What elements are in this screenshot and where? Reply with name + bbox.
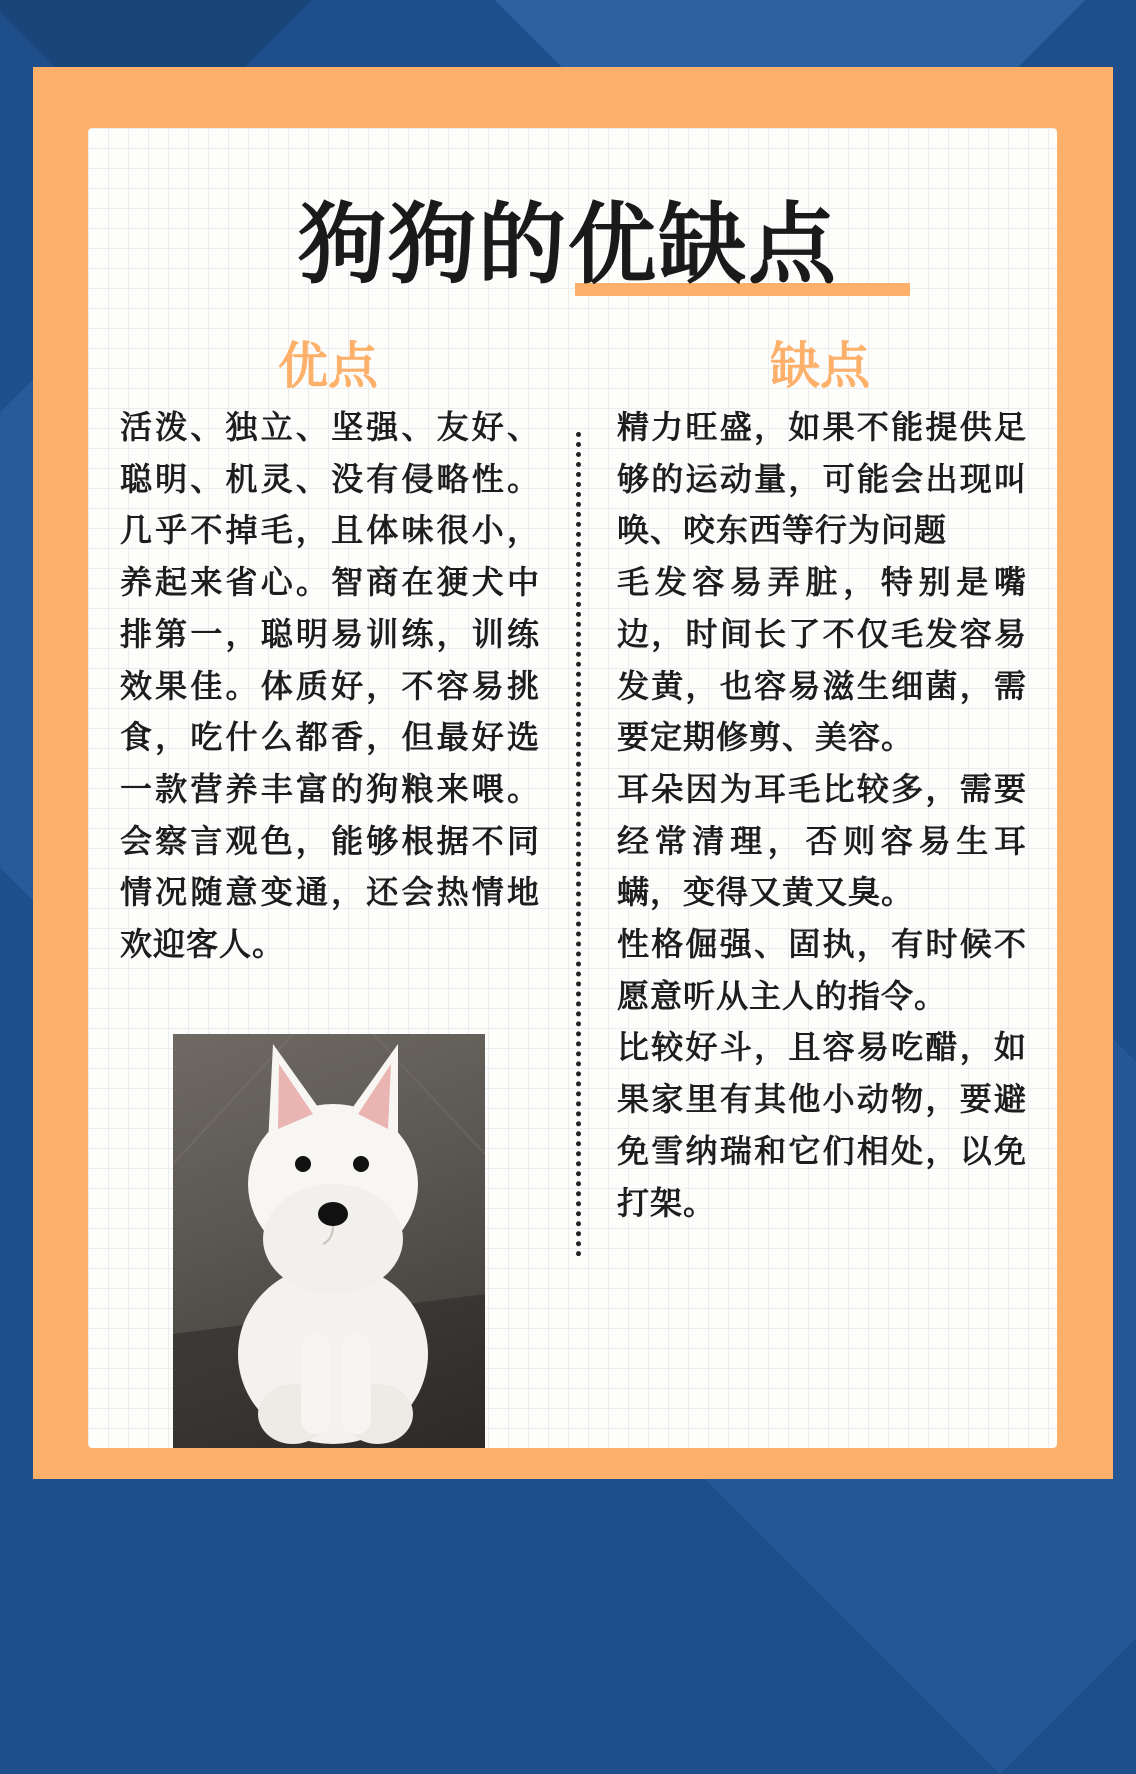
cons-heading: 缺点 [770, 337, 870, 395]
cons-item: 耳朵因为耳毛比较多，需要经常清理，否则容易生耳螨，变得又黄又臭。 [617, 769, 1027, 912]
dog-photo [173, 1034, 485, 1448]
cons-list [617, 402, 1027, 1229]
dog-illustration [173, 1034, 485, 1448]
pros-heading: 优点 [278, 337, 378, 395]
page-title: 狗狗的优缺点 [297, 193, 838, 296]
cons-item: 精力旺盛，如果不能提供足够的运动量，可能会出现叫唤、咬东西等行为问题 [617, 408, 1027, 550]
cons-item: 比较好斗，且容易吃醋，如果家里有其他小动物，要避免雪纳瑞和它们相处，以免打架。 [617, 1028, 1027, 1222]
cons-item: 性格倔强、固执，有时候不愿意听从主人的指令。 [617, 925, 1027, 1015]
dotted-divider [576, 432, 581, 1257]
pros-text: 活泼、独立、坚强、友好、聪明、机灵、没有侵略性。几乎不掉毛，且体味很小，养起来省心。智商在㹴犬中排第一，聪明易训练，训练效果佳。体质好，不容易挑食，吃什么都香，但最好选一款营养丰富的狗粮来喂。会察言观色，能够根据不同情况随意变通，还会热情地欢迎客人。 [120, 408, 540, 964]
cons-item: 毛发容易弄脏，特别是嘴边，时间长了不仅毛发容易发黄，也容易滋生细菌，需要定期修剪、美容。 [617, 563, 1027, 757]
